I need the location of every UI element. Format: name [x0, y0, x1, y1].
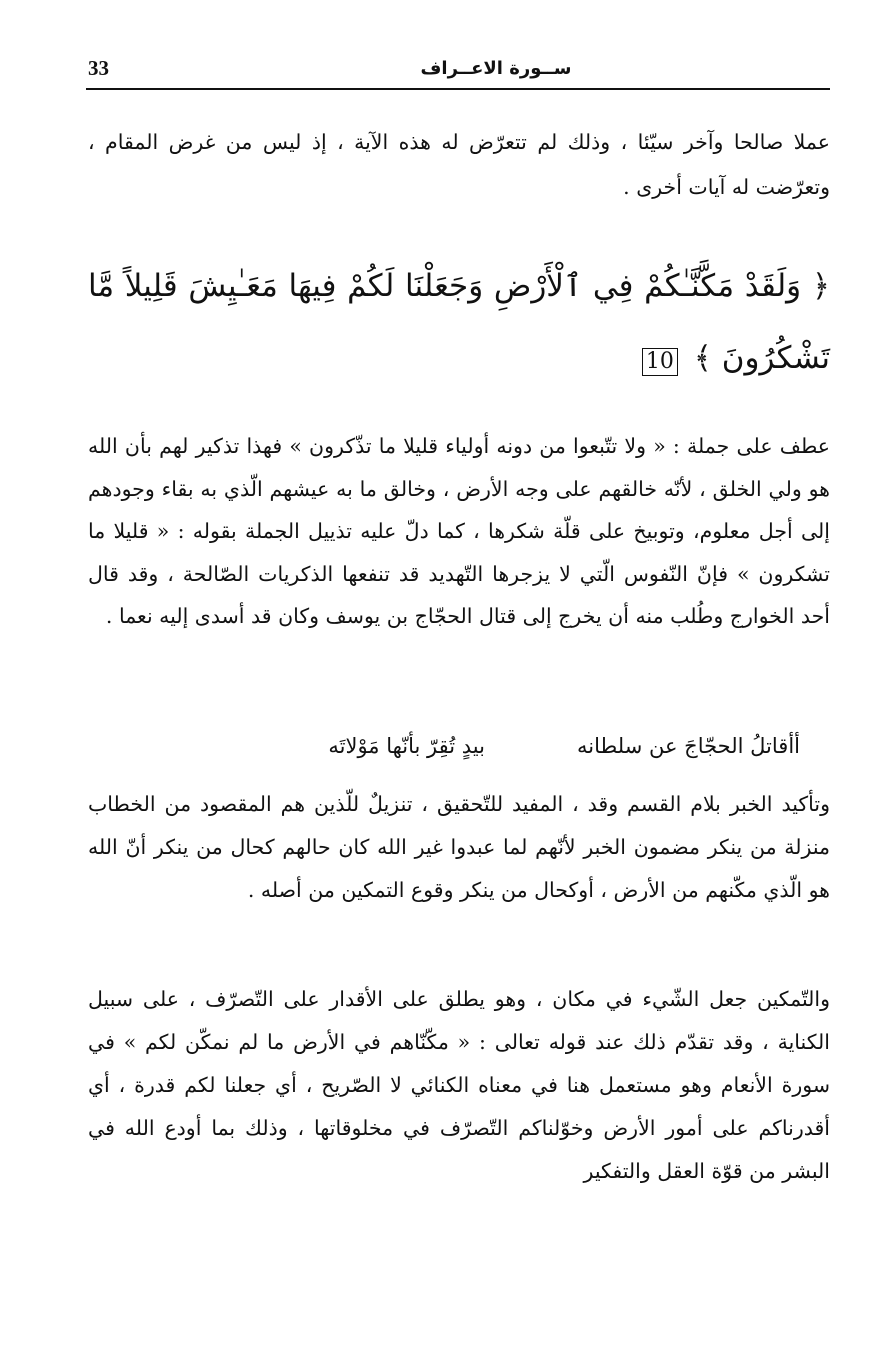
header-rule: [86, 88, 830, 90]
running-title: ســورة الاعــراف: [420, 58, 572, 79]
poem-verse: [100, 728, 830, 772]
page-number: 33: [88, 56, 109, 80]
paragraph-commentary: عطف على جملة : « ولا تتّبعوا من دونه أولياء قليلا ما تذّكرون » فهذا تذكير لهم بأن الله هو ولي الخلق ، لأنّه خالقهم على وجه الأرض ، وخالق ما به عيشهم الّذي به بقاء وجودهم إلى أجل معلوم، وتوبيخ على قلّة شكرها ، كما دلّ عليه تذييل الجملة بقوله : « قليلا ما تشكرون » فإنّ النّفوس الّتي لا يزجرها التّهديد قد تنفعها الذكريات الصّالحة ، وقد قال أحد الخوارج وطُلب منه أن يخرج إلى قتال الحجّاج بن يوسف وكان قد أسدى إليه نعما .: [88, 434, 830, 628]
verse-number: 10: [642, 348, 678, 376]
page-header: [86, 56, 830, 96]
paragraph-tamkin: والتّمكين جعل الشّيء في مكان ، وهو يطلق على الأقدار على التّصرّف ، على سبيل الكناية ، وقد تقدّم ذلك عند قوله تعالى : « مكّنّاهم في الأرض ما لم نمكّن لكم » في سورة الأنعام وهو مستعمل هنا في معناه الكنائي لا الصّريح ، أي جعلنا لكم قدرة ، أي أقدرناكم على أمور الأرض وخوّلناكم التّصرّف في مخلوقاتها ، وذلك بما أودع الله في البشر من قوّة العقل والتفكير: [88, 987, 830, 1183]
paragraph-intro: عملا صالحا وآخر سيّئا ، وذلك لم تتعرّض له هذه الآية ، إذ ليس من غرض المقام ، وتعرّضت له آيات أخرى .: [88, 130, 830, 199]
quran-verse: [88, 250, 830, 394]
paragraph-emphasis: وتأكيد الخبر بلام القسم وقد ، المفيد للتّحقيق ، تنزيلٌ للّذين هم المقصود من الخطاب منزلة من ينكر مضمون الخبر لأنّهم لما عبدوا غير الله كان حالهم كحال من ينكر أنّ الله هو الّذي مكّنهم من الأرض ، أوكحال من ينكر وقوع التمكين من أصله .: [88, 792, 830, 902]
poem-hemistich-first: أأقاتلُ الحجّاجَ عن سلطانه: [577, 734, 800, 758]
poem-hemistich-second: بيدٍ تُقِرّ بأنّها مَوْلاتَه: [328, 734, 485, 758]
verse-text: ﴿ وَلَقَدْ مَكَّنَّـٰكُمْ فِي ٱلْأَرْضِ وَجَعَلْنَا لَكُمْ فِيهَا مَعَـٰيِشَ قَلِيلاً مَّا تَشْكُرُونَ ﴾: [88, 268, 830, 376]
